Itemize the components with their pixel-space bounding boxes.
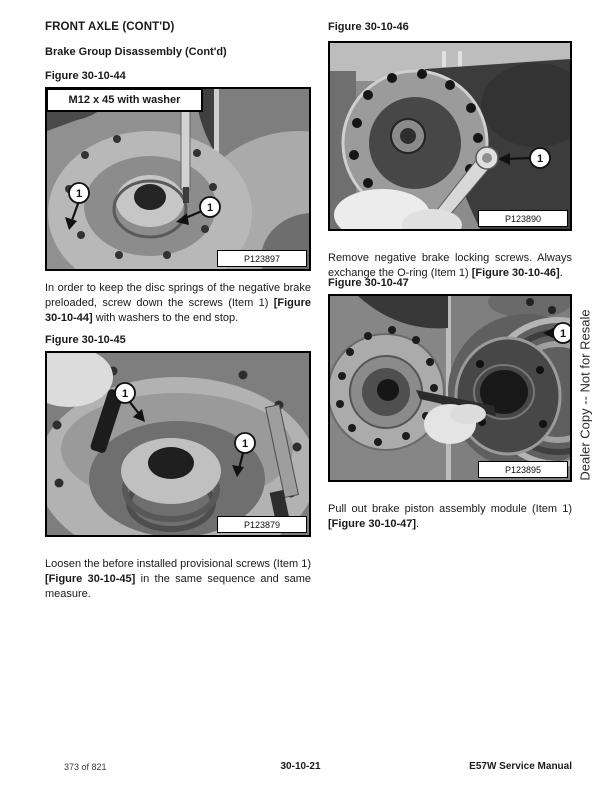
caption-figure-46: Remove negative brake locking screws. Always exchange the O-ring (Item 1) [Figure 30-10-46]. (328, 252, 572, 279)
svg-text:1: 1 (559, 328, 567, 340)
figure-photo-locking-screws-wrench (330, 43, 570, 229)
bolt-spec-label: M12 x 45 with washer (47, 89, 203, 112)
footer-section-page: 30-10-21 (280, 761, 321, 772)
svg-text:1: 1 (206, 202, 214, 214)
figure-30-10-47 (328, 294, 572, 482)
photo-id-label: P123897 (217, 250, 307, 267)
figure-title-30-10-44: Figure 30-10-44 (45, 70, 126, 82)
caption-figure-47: Pull out brake piston assembly module (Item 1) [Figure 30-10-47]. (328, 503, 572, 530)
figure-30-10-45 (45, 351, 311, 537)
photo-id-label: P123895 (478, 461, 568, 478)
subsection-header: Brake Group Disassembly (Cont'd) (45, 46, 227, 58)
svg-text:1: 1 (121, 388, 129, 400)
figure-30-10-46 (328, 41, 572, 231)
footer-page-count: 373 of 821 (64, 762, 107, 772)
figure-photo-disc-springs (47, 353, 309, 535)
figure-photo-brake-piston-module (330, 296, 570, 480)
photo-id-label: P123879 (217, 516, 307, 533)
footer-manual-title: E57W Service Manual (469, 761, 572, 772)
figure-title-30-10-47: Figure 30-10-47 (328, 277, 409, 289)
photo-id-label: P123890 (478, 210, 568, 227)
watermark-dealer-copy: Dealer Copy -- Not for Resale (577, 309, 593, 481)
figure-title-30-10-46: Figure 30-10-46 (328, 21, 409, 33)
section-header: FRONT AXLE (CONT'D) (45, 21, 175, 33)
svg-text:1: 1 (75, 188, 83, 200)
svg-text:1: 1 (241, 438, 249, 450)
caption-figure-45: Loosen the before installed provisional screws (Item 1) [Figure 30-10-45] in the same sequence and same measure. (45, 558, 312, 600)
figure-title-30-10-45: Figure 30-10-45 (45, 334, 126, 346)
svg-text:1: 1 (536, 153, 544, 165)
caption-figure-44: In order to keep the disc springs of the negative brake preloaded, screw down the screws (Item 1) [Figure 30-10-44] with washers to the end stop. (45, 282, 311, 324)
figure-30-10-44 (45, 87, 311, 271)
figure-photo-brake-housing-screws (47, 89, 309, 269)
